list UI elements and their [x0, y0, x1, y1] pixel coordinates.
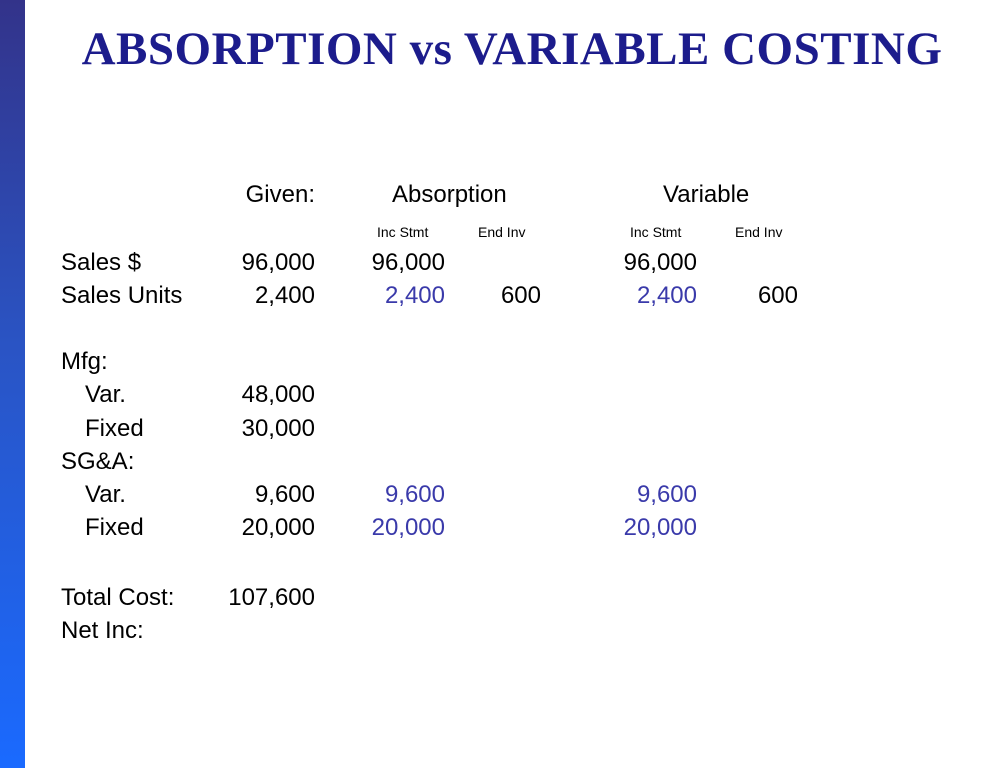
subheader-var-end-inv: End Inv [735, 224, 783, 240]
given-sales-dollars: 96,000 [241, 249, 315, 276]
given-sga-var: 9,600 [254, 481, 315, 508]
slide-title: ABSORPTION vs VARIABLE COSTING [81, 23, 943, 75]
subheader-abs-inc-stmt: Inc Stmt [377, 224, 429, 240]
given-mfg-fixed: 30,000 [241, 415, 315, 442]
abs-inc-sales-units: 2,400 [384, 282, 445, 309]
abs-inc-sga-var: 9,600 [384, 481, 445, 508]
row-label-mfg-fixed: Fixed [85, 415, 144, 442]
given-sales-units: 2,400 [254, 282, 315, 309]
subheader-abs-end-inv: End Inv [478, 224, 526, 240]
row-label-total-cost: Total Cost: [61, 584, 175, 611]
given-sga-fixed: 20,000 [241, 514, 315, 541]
header-absorption: Absorption [392, 181, 507, 208]
row-label-mfg: Mfg: [61, 348, 108, 375]
var-inc-sga-var: 9,600 [636, 481, 697, 508]
row-label-net-inc: Net Inc: [61, 617, 144, 644]
side-accent-bar [0, 0, 25, 768]
var-inc-sales-dollars: 96,000 [623, 249, 697, 276]
given-total-cost: 107,600 [228, 584, 315, 611]
row-label-mfg-var: Var. [85, 381, 126, 408]
var-inc-sales-units: 2,400 [636, 282, 697, 309]
var-inc-sga-fixed: 20,000 [623, 514, 697, 541]
row-label-sales-dollars: Sales $ [61, 249, 142, 276]
given-mfg-var: 48,000 [241, 381, 315, 408]
subheader-var-inc-stmt: Inc Stmt [630, 224, 682, 240]
header-variable: Variable [663, 181, 750, 208]
row-label-sga-var: Var. [85, 481, 126, 508]
row-label-sga-fixed: Fixed [85, 514, 144, 541]
abs-inc-sales-dollars: 96,000 [371, 249, 445, 276]
header-given: Given: [245, 181, 315, 208]
row-label-sales-units: Sales Units [61, 282, 183, 309]
row-label-sga: SG&A: [61, 448, 135, 475]
abs-inv-sales-units: 600 [500, 282, 541, 309]
var-inv-sales-units: 600 [757, 282, 798, 309]
abs-inc-sga-fixed: 20,000 [371, 514, 445, 541]
